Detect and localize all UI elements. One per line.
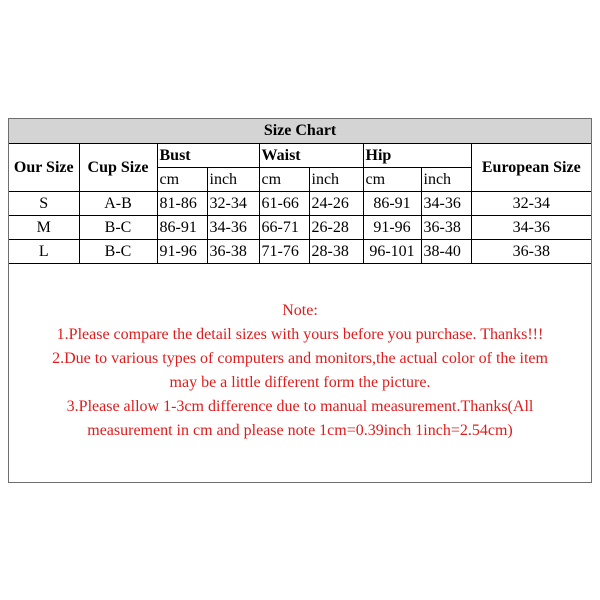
cell-waist-inch: 24-26 bbox=[309, 192, 363, 216]
cell-cup-size: B-C bbox=[79, 240, 157, 264]
header-bust: Bust bbox=[157, 144, 259, 168]
header-our-size: Our Size bbox=[9, 144, 79, 192]
cell-hip-inch: 36-38 bbox=[421, 216, 471, 240]
cell-cup-size: A-B bbox=[79, 192, 157, 216]
unit-bust-cm: cm bbox=[157, 168, 207, 192]
unit-hip-cm: cm bbox=[363, 168, 421, 192]
cell-waist-inch: 28-38 bbox=[309, 240, 363, 264]
cell-cup-size: B-C bbox=[79, 216, 157, 240]
cell-bust-inch: 34-36 bbox=[207, 216, 259, 240]
table-row bbox=[9, 216, 591, 240]
unit-waist-inch: inch bbox=[309, 168, 363, 192]
cell-our-size: S bbox=[9, 192, 79, 216]
table-row bbox=[9, 192, 591, 216]
cell-hip-inch: 38-40 bbox=[421, 240, 471, 264]
note-line: 1.Please compare the detail sizes with yours before you purchase. Thanks!!! bbox=[56, 326, 544, 343]
unit-hip-inch: inch bbox=[421, 168, 471, 192]
cell-hip-cm: 96-101 bbox=[363, 240, 421, 264]
cell-european-size: 36-38 bbox=[471, 240, 591, 264]
notes-section bbox=[9, 299, 591, 443]
cell-our-size: M bbox=[9, 216, 79, 240]
note-line: may be a little different form the picture. bbox=[169, 374, 431, 391]
cell-waist-cm: 71-76 bbox=[259, 240, 309, 264]
note-line: measurement in cm and please note 1cm=0.39inch 1inch=2.54cm) bbox=[87, 422, 513, 439]
cell-european-size: 32-34 bbox=[471, 192, 591, 216]
cell-bust-inch: 36-38 bbox=[207, 240, 259, 264]
table-title: Size Chart bbox=[9, 119, 591, 144]
cell-bust-cm: 91-96 bbox=[157, 240, 207, 264]
unit-bust-inch: inch bbox=[207, 168, 259, 192]
cell-bust-cm: 81-86 bbox=[157, 192, 207, 216]
cell-hip-cm: 91-96 bbox=[363, 216, 421, 240]
note-line: 2.Due to various types of computers and monitors,the actual color of the item bbox=[52, 350, 548, 367]
header-cup-size: Cup Size bbox=[79, 144, 157, 192]
header-waist: Waist bbox=[259, 144, 363, 168]
cell-waist-cm: 66-71 bbox=[259, 216, 309, 240]
note-heading: Note: bbox=[282, 302, 318, 319]
cell-bust-inch: 32-34 bbox=[207, 192, 259, 216]
header-hip: Hip bbox=[363, 144, 471, 168]
cell-hip-cm: 86-91 bbox=[363, 192, 421, 216]
cell-european-size: 34-36 bbox=[471, 216, 591, 240]
unit-waist-cm: cm bbox=[259, 168, 309, 192]
size-chart-sheet bbox=[8, 118, 592, 483]
cell-waist-cm: 61-66 bbox=[259, 192, 309, 216]
table-row bbox=[9, 240, 591, 264]
cell-hip-inch: 34-36 bbox=[421, 192, 471, 216]
note-line: 3.Please allow 1-3cm difference due to manual measurement.Thanks(All bbox=[66, 398, 534, 415]
cell-our-size: L bbox=[9, 240, 79, 264]
cell-waist-inch: 26-28 bbox=[309, 216, 363, 240]
size-chart-table bbox=[9, 119, 591, 264]
cell-bust-cm: 86-91 bbox=[157, 216, 207, 240]
header-european-size: European Size bbox=[471, 144, 591, 192]
